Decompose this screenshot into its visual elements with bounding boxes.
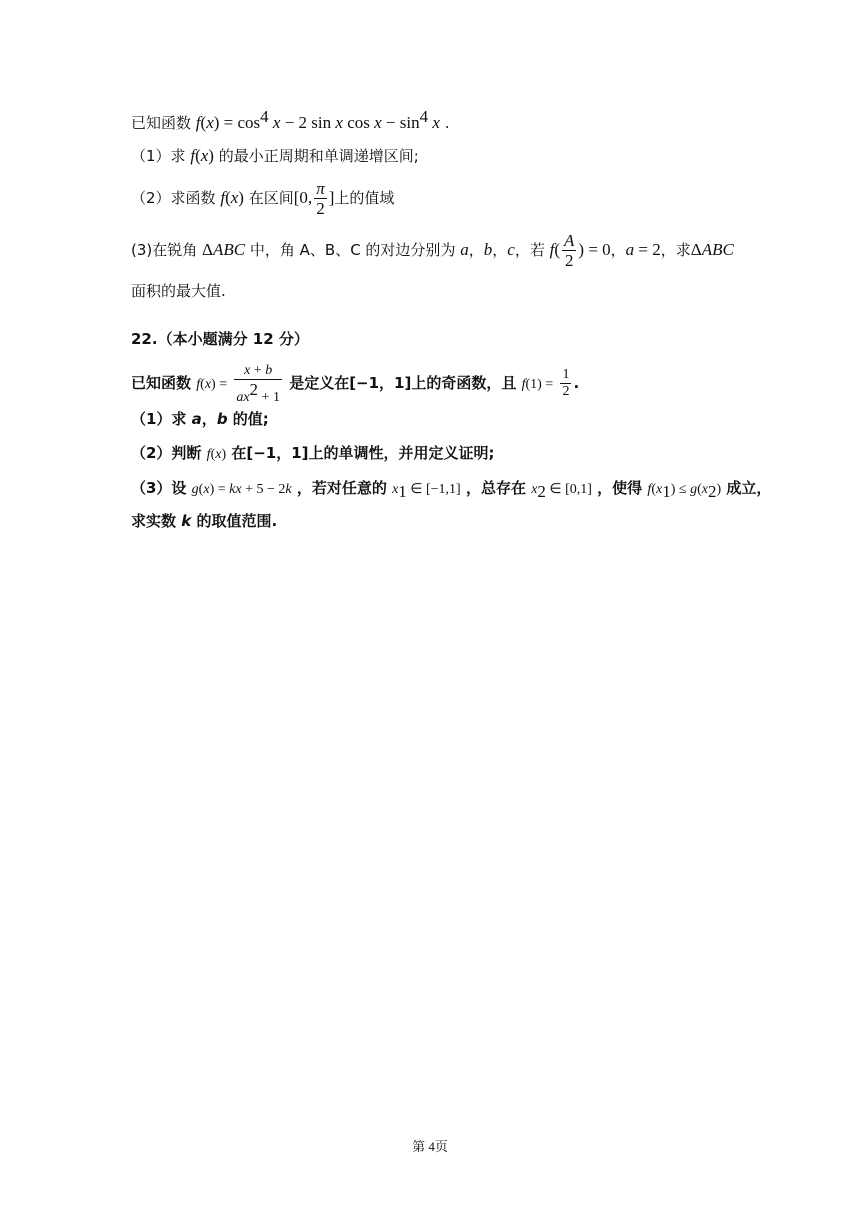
fraction-one-half: $\frac{1}{2}$ <box>562 367 570 399</box>
formula-fx: f <box>195 113 201 132</box>
fraction-pi-over-2: $\frac{\pi}{2}$ <box>316 179 325 218</box>
p21-intro-line: 已知函数 $f(x) = \cos^4 x - 2$ sin x $\cos x - \sin^4 x$ . <box>131 107 450 132</box>
fraction-x-plus-b: $\frac{x + b}{ax^2 + 1}$ <box>236 363 280 405</box>
p22-intro-line: 已知函数 f(x) = $\frac{x + b}{ax^2 + 1}$ 是定义在[−1，1]上的奇函数，且 f(1) = $\frac{1}{2}$ . <box>131 363 580 405</box>
p22-q2: （2）判断 f(x) 在[−1，1]上的单调性，并用定义证明; <box>131 444 495 462</box>
p22-q3: （3）设 g(x) = kx + 5 − 2k ，若对任意的 $x_1$ ∈ [−1,1] ，总存在 $x_2$ ∈ [0,1] ，使得 $f(x_1) \le g(x_2)$ 成立， <box>131 479 772 501</box>
fraction-A-over-2: $\frac{A}{2}$ <box>564 231 575 270</box>
p22-q3-cont: 求实数 k 的取值范围. <box>131 512 278 530</box>
p21-q3-cont: 面积的最大值. <box>131 282 226 300</box>
p21-q2: （2）求函数 f(x) 在区间[0, $\frac{\pi}{2}$ ]上的值域 <box>131 179 395 218</box>
p21-q1: （1）求 f(x) 的最小正周期和单调递增区间; <box>131 146 419 165</box>
p22-header: 22.（本小题满分 12 分） <box>131 330 309 348</box>
p21-q3: (3)在锐角 ΔABC 中，角 A、B、C 的对边分别为 a，b，c，若 f( $\frac{A}{2}$ ) = 0，a = 2，求ΔABC <box>131 231 734 270</box>
page-number: 第 4页 <box>412 1139 448 1154</box>
p22-q1: （1）求 a，b 的值; <box>131 410 269 428</box>
